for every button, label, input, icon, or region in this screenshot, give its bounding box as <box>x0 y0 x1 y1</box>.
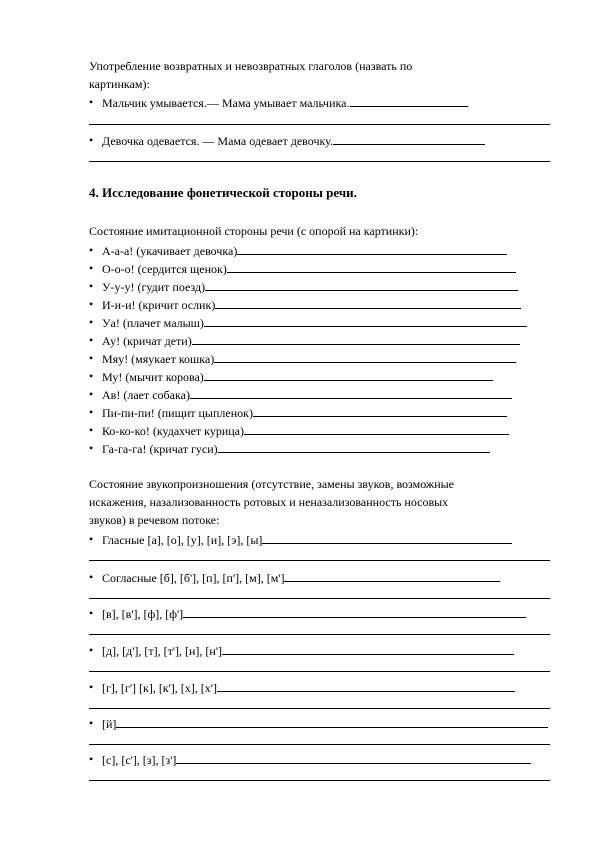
imitation-item <box>102 261 516 276</box>
bullet: • <box>89 369 94 383</box>
imitation-item-text: И-и-и! (кричит ослик) <box>102 298 216 312</box>
answer-line[interactable] <box>89 780 550 781</box>
answer-blank[interactable] <box>217 680 515 692</box>
answer-line[interactable] <box>89 671 550 672</box>
verbs-intro-line2: картинкам): <box>89 77 150 91</box>
bullet: • <box>89 405 94 419</box>
imitation-item-text: У-у-у! (гудит поезд) <box>102 280 206 294</box>
bullet: • <box>89 297 94 311</box>
imitation-item <box>102 423 509 438</box>
imitation-item <box>102 405 507 420</box>
answer-blank[interactable] <box>253 405 507 417</box>
imitation-item-text: О-о-о! (сердится щенок) <box>102 262 227 276</box>
verbs-item-1 <box>102 95 468 110</box>
imitation-item-text: Мяу! (мяукает кошка) <box>102 352 215 366</box>
bullet: • <box>89 441 94 455</box>
imitation-item <box>102 315 527 330</box>
imitation-item-text: Ко-ко-ко! (кудахчет курица) <box>102 424 245 438</box>
sound-item-text: [й] <box>102 717 117 731</box>
answer-line[interactable] <box>89 560 550 561</box>
answer-line[interactable] <box>89 708 550 709</box>
answer-blank[interactable] <box>237 243 507 255</box>
imitation-item <box>102 243 507 258</box>
imitation-item <box>102 351 516 366</box>
answer-blank[interactable] <box>262 532 512 544</box>
bullet: • <box>89 532 94 546</box>
answer-blank[interactable] <box>333 133 485 145</box>
sound-item-text: [в], [в'], [ф], [ф'] <box>102 607 184 621</box>
answer-blank[interactable] <box>244 423 509 435</box>
sound-item <box>102 716 548 731</box>
verbs-item-text: Девочка одевается. — Мама одевает девочку. <box>102 134 333 148</box>
sound-item <box>102 752 531 767</box>
answer-blank[interactable] <box>204 369 493 381</box>
sound-intro-line2: искажения, назализованность ротовых и неназализованность носовых <box>89 495 449 509</box>
sound-item <box>102 680 515 695</box>
bullet: • <box>89 606 94 620</box>
bullet: • <box>89 133 94 147</box>
bullet: • <box>89 95 94 109</box>
section-heading: 4. Исследование фонетической стороны речи. <box>89 185 357 200</box>
imitation-item-text: Уа! (плачет малыш) <box>102 316 204 330</box>
answer-line[interactable] <box>89 124 550 125</box>
imitation-item <box>102 333 520 348</box>
bullet: • <box>89 315 94 329</box>
imitation-item <box>102 441 490 456</box>
verbs-item-text: Мальчик умывается.— Мама умывает мальчика. <box>102 96 350 110</box>
answer-line[interactable] <box>89 161 550 162</box>
bullet: • <box>89 261 94 275</box>
imitation-item-text: Ау! (кричат дети) <box>102 334 192 348</box>
bullet: • <box>89 351 94 365</box>
imitation-item <box>102 279 518 294</box>
sound-item <box>102 532 512 547</box>
bullet: • <box>89 387 94 401</box>
answer-blank[interactable] <box>116 716 548 728</box>
imitation-item-text: Га-га-га! (кричат гуси) <box>102 442 218 456</box>
answer-line[interactable] <box>89 634 550 635</box>
answer-line[interactable] <box>89 598 550 599</box>
verbs-intro-line1: Употребление возвратных и невозвратных глаголов (назвать по <box>89 59 413 73</box>
imitation-item <box>102 387 512 402</box>
imitation-item <box>102 297 521 312</box>
answer-blank[interactable] <box>204 315 527 327</box>
sound-item-text: [с], [с'], [з], [з'] <box>102 753 177 767</box>
bullet: • <box>89 752 94 766</box>
sound-intro-line1: Состояние звукопроизношения (отсутствие, замены звуков, возможные <box>89 477 455 491</box>
sound-item-text: [г], [г'] [к], [к'], [х], [х'] <box>102 681 217 695</box>
answer-blank[interactable] <box>222 643 514 655</box>
answer-blank[interactable] <box>190 387 512 399</box>
bullet: • <box>89 716 94 730</box>
answer-blank[interactable] <box>215 297 521 309</box>
sound-item <box>102 606 526 621</box>
answer-blank[interactable] <box>205 279 518 291</box>
bullet: • <box>89 680 94 694</box>
bullet: • <box>89 570 94 584</box>
verbs-item-2 <box>102 133 485 148</box>
sound-item-text: [д], [д'], [т], [т'], [н], [н'] <box>102 644 222 658</box>
imitation-item <box>102 369 493 384</box>
bullet: • <box>89 423 94 437</box>
sound-item-text: Гласные [а], [о], [у], [и], [э], [ы] <box>102 533 263 547</box>
bullet: • <box>89 243 94 257</box>
sound-item-text: Согласные [б], [б'], [п], [п'], [м], [м'] <box>102 571 285 585</box>
bullet: • <box>89 643 94 657</box>
answer-blank[interactable] <box>176 752 531 764</box>
sound-item <box>102 643 514 658</box>
answer-blank[interactable] <box>218 441 490 453</box>
answer-blank[interactable] <box>227 261 516 273</box>
answer-blank[interactable] <box>350 95 468 107</box>
bullet: • <box>89 333 94 347</box>
bullet: • <box>89 279 94 293</box>
answer-line[interactable] <box>89 744 550 745</box>
answer-blank[interactable] <box>214 351 516 363</box>
imitation-item-text: А-а-а! (укачивает девочка) <box>102 244 238 258</box>
imitation-item-text: Пи-пи-пи! (пищит цыпленок) <box>102 406 253 420</box>
imitation-intro: Состояние имитационной стороны речи (с опорой на картинки): <box>89 224 419 238</box>
answer-blank[interactable] <box>284 570 500 582</box>
imitation-item-text: Ав! (лает собака) <box>102 388 190 402</box>
sound-intro-line3: звуков) в речевом потоке: <box>89 513 220 527</box>
imitation-item-text: Му! (мычит корова) <box>102 370 204 384</box>
answer-blank[interactable] <box>183 606 526 618</box>
answer-blank[interactable] <box>192 333 520 345</box>
sound-item <box>102 570 500 585</box>
